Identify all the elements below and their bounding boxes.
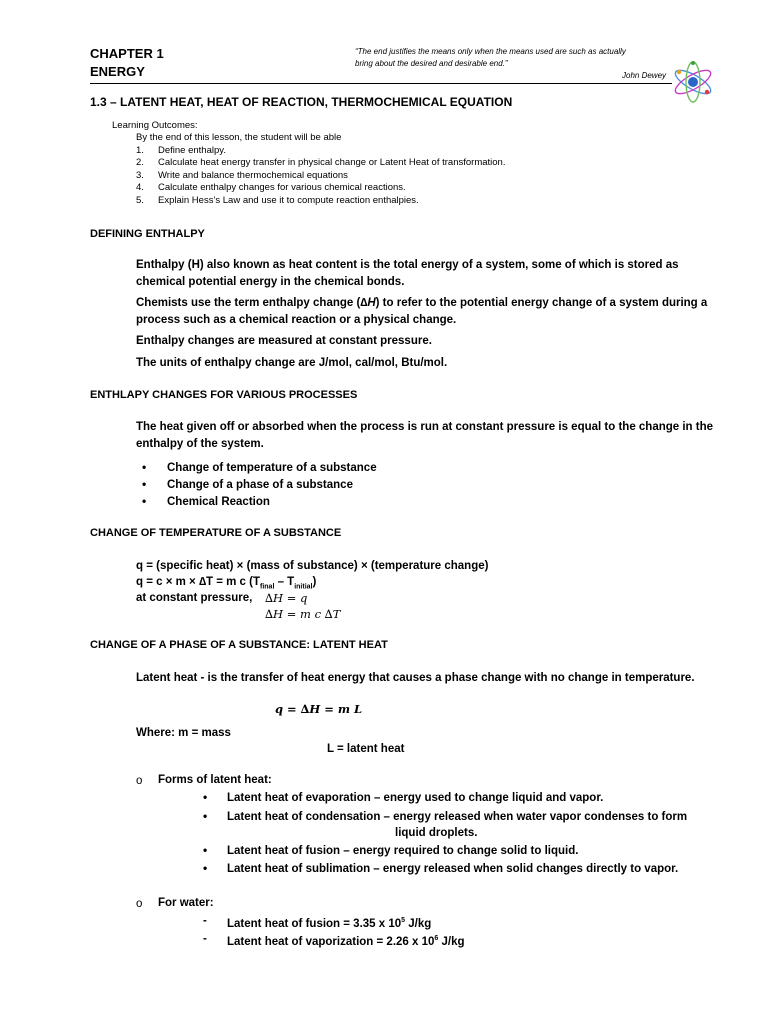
text-run: ) (312, 576, 317, 588)
defining-paragraph: Enthalpy changes are measured at constant pressure. (136, 335, 432, 347)
circle-bullet-icon: o (136, 775, 143, 787)
text-run: q = c × m × ∆T = m c (T (136, 576, 260, 588)
outcomes-intro: By the end of this lesson, the student will be able (136, 132, 342, 143)
enthalpy-equation-2: ∆H = m c ∆T (265, 607, 341, 621)
outcome-num: 4. (136, 182, 144, 193)
bullet-icon: • (203, 809, 208, 823)
outcomes-label: Learning Outcomes: (112, 120, 198, 131)
dash-icon: - (203, 915, 207, 927)
quote-line-2: bring about the desired and desirable end.” (355, 59, 508, 68)
latent-form-continuation: liquid droplets. (395, 827, 478, 839)
subscript: final (260, 583, 275, 591)
section-title: 1.3 – LATENT HEAT, HEAT OF REACTION, THERMOCHEMICAL EQUATION (90, 95, 513, 109)
bullet-icon: • (142, 460, 147, 474)
defining-paragraph: The units of enthalpy change are J/mol, cal/mol, Btu/mol. (136, 356, 448, 369)
phase-heading: CHANGE OF A PHASE OF A SUBSTANCE: LATENT HEAT (90, 639, 388, 651)
process-bullet: Chemical Reaction (167, 496, 270, 508)
text-run: H (367, 297, 376, 309)
bullet-icon: • (142, 477, 147, 491)
text-run: Latent heat of fusion = 3.35 x 10 (227, 917, 402, 930)
outcome-text: Calculate heat energy transfer in physical change or Latent Heat of transformation. (158, 157, 506, 168)
latent-form-item: Latent heat of condensation – energy released when water vapor condenses to form (227, 811, 688, 823)
enthalpy-equation-1: ∆H = q (265, 591, 308, 605)
where-latent: L = latent heat (327, 743, 405, 755)
latent-form-item: Latent heat of sublimation – energy released when solid changes directly to vapor. (227, 863, 679, 875)
vaporization-value (227, 931, 465, 950)
processes-heading: ENTHLAPY CHANGES FOR VARIOUS PROCESSES (90, 389, 358, 401)
atom-logo-icon (671, 60, 715, 104)
dash-icon: - (203, 933, 207, 945)
bullet-icon: • (203, 843, 208, 857)
fusion-value (227, 913, 431, 932)
outcome-num: 2. (136, 157, 144, 168)
defining-paragraph: Enthalpy (H) also known as heat content is the total energy of a system, some of which is stored as chemical potential energy in the chemical bonds. (136, 259, 679, 288)
defining-heading: DEFINING ENTHALPY (90, 228, 205, 240)
temperature-heading: CHANGE OF TEMPERATURE OF A SUBSTANCE (90, 527, 342, 539)
latent-form-item: Latent heat of evaporation – energy used to change liquid and vapor. (227, 792, 604, 804)
quote-line-1: “The end justifies the means only when the means used are such as actually (355, 47, 626, 56)
text-run: J/kg (405, 917, 432, 930)
outcome-text: Define enthalpy. (158, 145, 226, 156)
constant-pressure-label: at constant pressure, (136, 592, 253, 604)
outcome-num: 1. (136, 145, 144, 156)
subscript: initial (294, 583, 313, 591)
subject-label: ENERGY (90, 64, 145, 79)
chapter-label: CHAPTER 1 (90, 46, 164, 61)
defining-paragraph (136, 295, 721, 328)
text-run: Latent heat of vaporization = 2.26 x 10 (227, 935, 435, 948)
superscript: 6 (434, 935, 439, 942)
process-bullet: Change of a phase of a substance (167, 479, 353, 491)
defining-body (136, 257, 721, 376)
text-run: J/kg (438, 935, 465, 948)
bullet-icon: • (203, 790, 208, 804)
bullet-icon: • (142, 494, 147, 508)
outcome-num: 5. (136, 195, 144, 206)
bullet-icon: • (203, 861, 208, 875)
where-mass: Where: m = mass (136, 727, 231, 739)
superscript: 5 (401, 917, 406, 924)
processes-paragraph: The heat given off or absorbed when the process is run at constant pressure is equal to the change in the enthalpy of the system. (136, 421, 714, 450)
latent-heat-formula: q = ∆H = m L (275, 702, 363, 716)
latent-heat-definition: Latent heat - is the transfer of heat energy that causes a phase change with no change in temperature. (136, 672, 695, 684)
circle-bullet-icon: o (136, 898, 143, 910)
outcome-text: Explain Hess’s Law and use it to compute reaction enthalpies. (158, 195, 419, 206)
header-rule (90, 83, 672, 84)
process-bullet: Change of temperature of a substance (167, 462, 377, 474)
outcome-text: Calculate enthalpy changes for various chemical reactions. (158, 182, 406, 193)
water-label: For water: (158, 897, 214, 909)
forms-label: Forms of latent heat: (158, 774, 272, 786)
text-run: Chemists use the term enthalpy change (∆ (136, 297, 368, 309)
outcome-text: Write and balance thermochemical equations (158, 170, 348, 181)
outcome-num: 3. (136, 170, 144, 181)
quote-author: John Dewey (622, 71, 667, 80)
heat-equation-1: q = (specific heat) × (mass of substance) × (temperature change) (136, 560, 489, 572)
text-run: ) to refer to the potential energy change of a system during a process such as a chemical reaction or a physical change. (136, 297, 708, 326)
text-run: – T (274, 576, 295, 588)
latent-form-item: Latent heat of fusion – energy required to change solid to liquid. (227, 845, 579, 857)
